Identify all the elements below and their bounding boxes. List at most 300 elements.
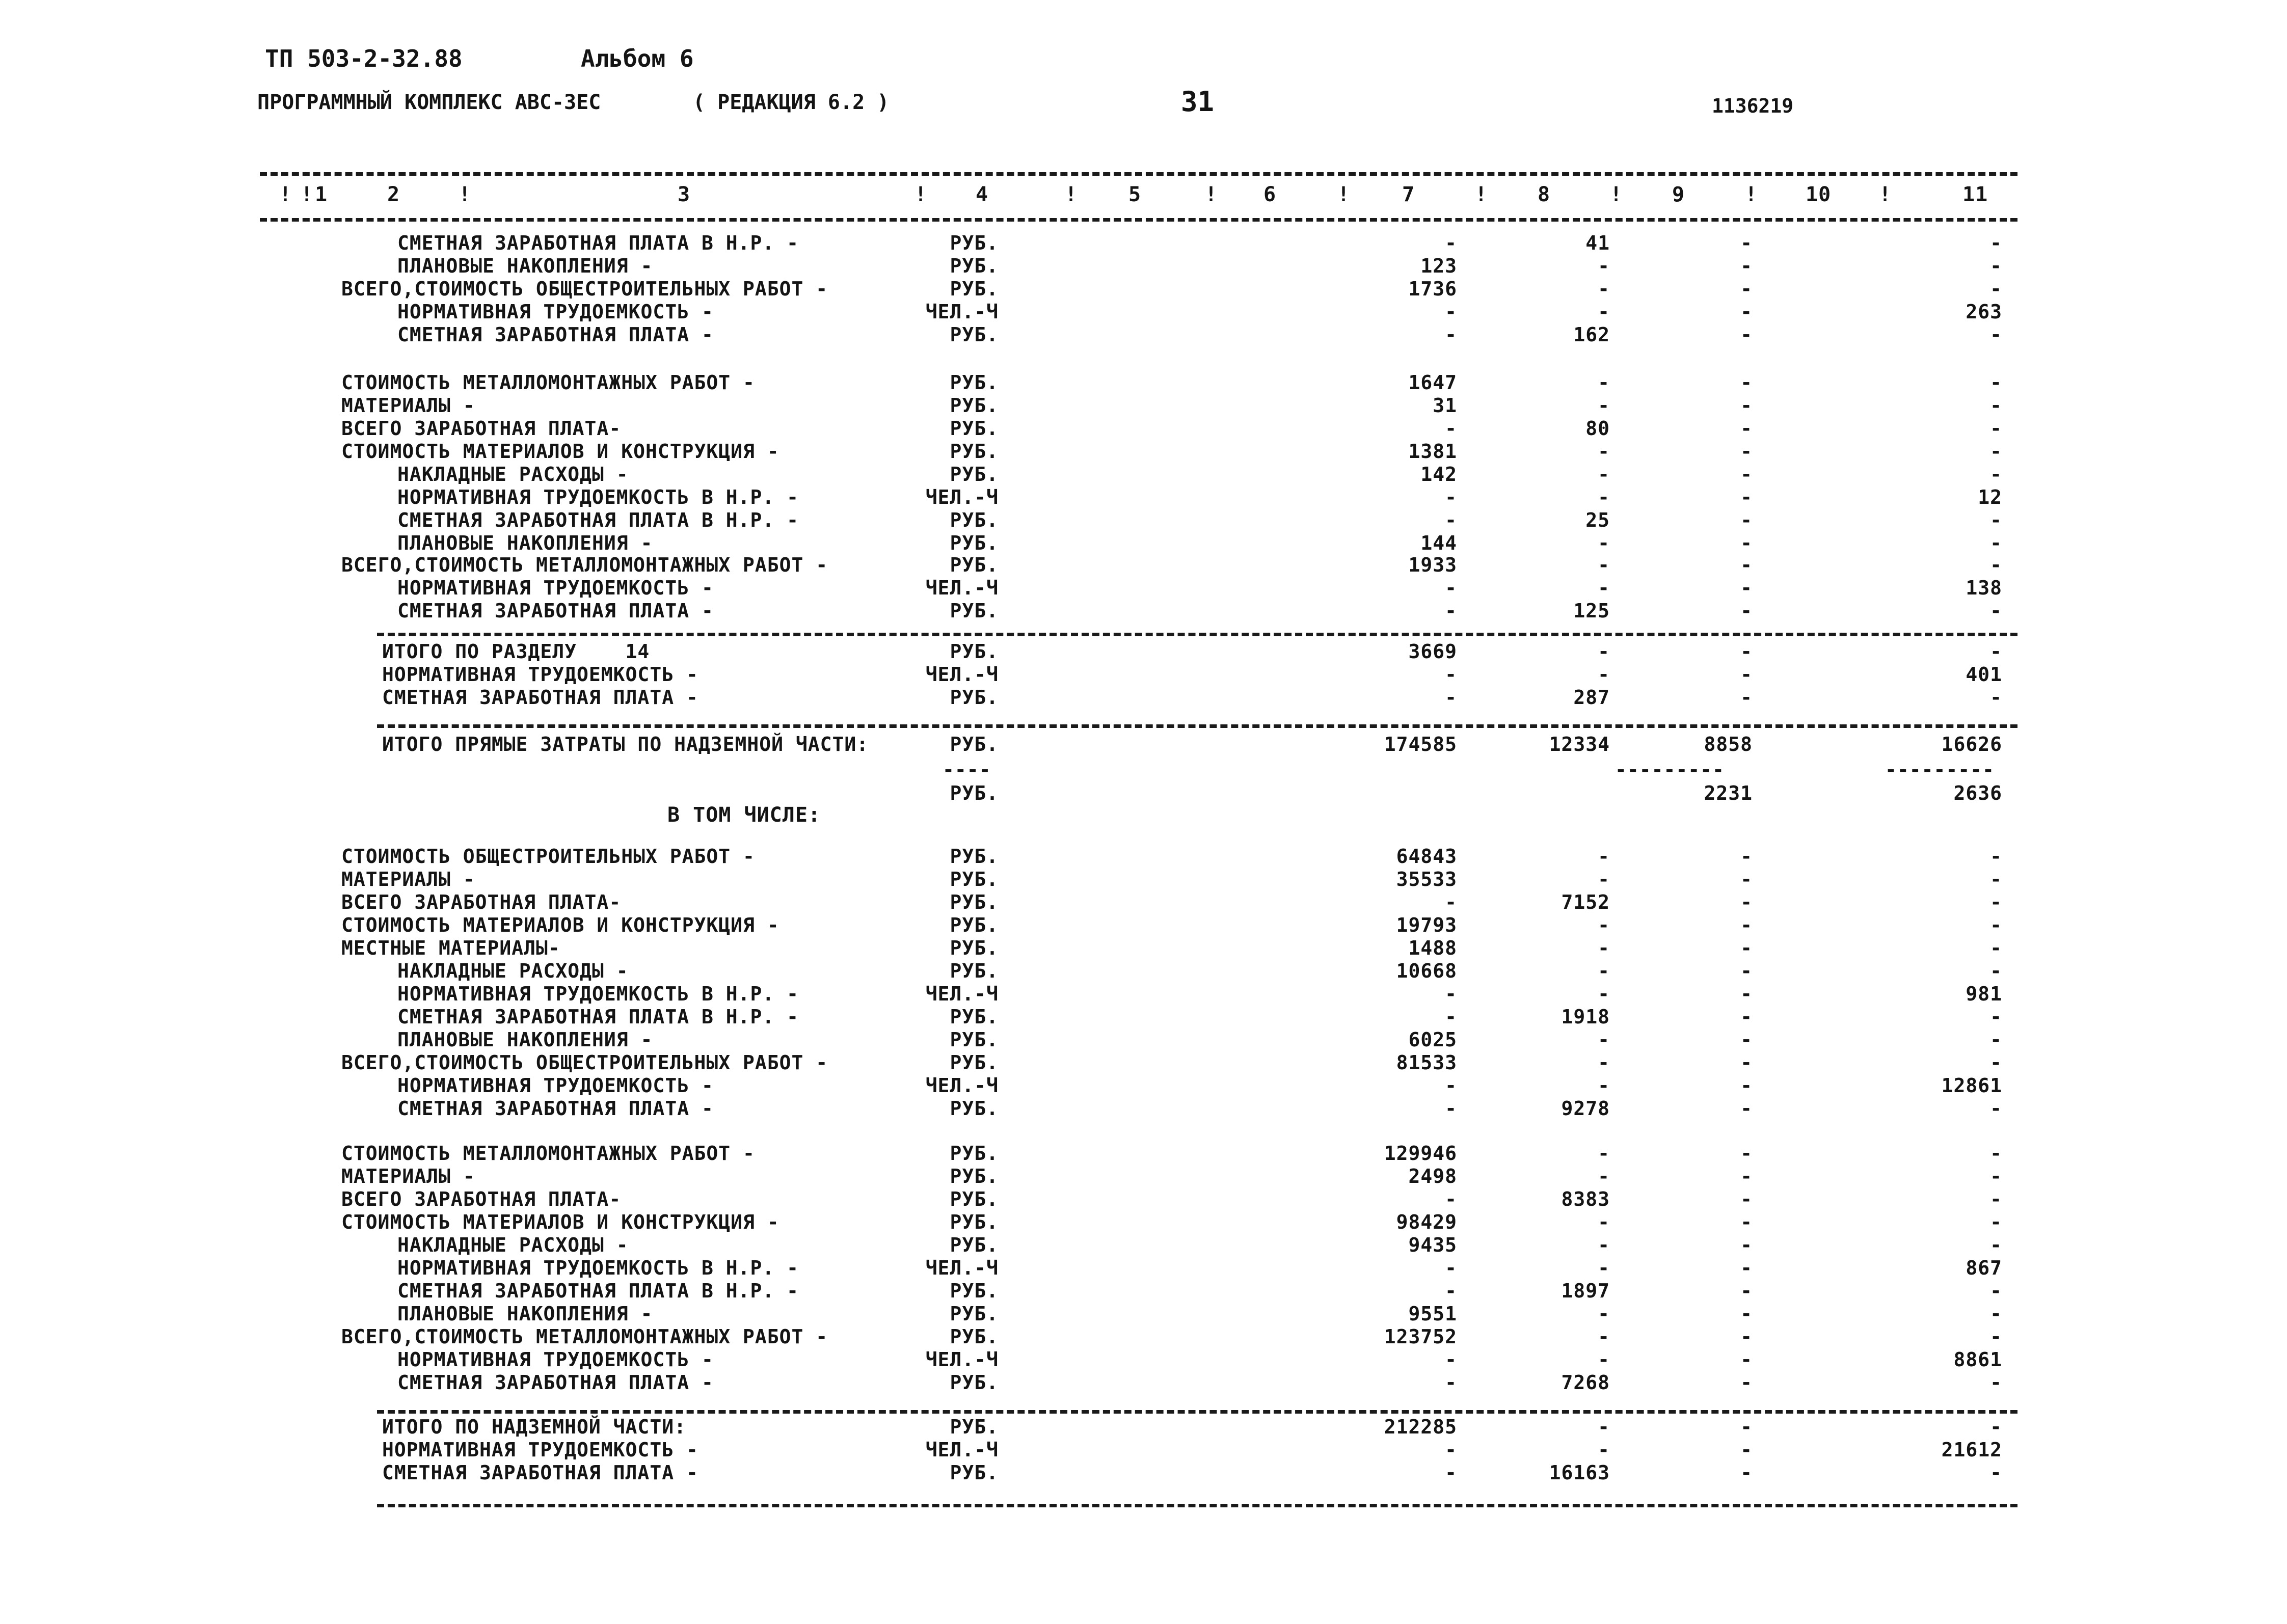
column-separator: ! xyxy=(1205,183,1218,206)
cell-col-9: - xyxy=(1740,1303,1753,1325)
cell-col-9: - xyxy=(1740,1280,1753,1302)
cell-col-7: - xyxy=(1445,1280,1457,1302)
row-unit: РУБ. xyxy=(950,1028,999,1051)
cell-col-11: - xyxy=(1990,509,2002,531)
cell-col-7: 129946 xyxy=(1384,1142,1457,1165)
row-unit: РУБ. xyxy=(950,463,999,485)
cell-col-9: - xyxy=(1740,1416,1753,1438)
cell-col-8: 80 xyxy=(1585,417,1610,440)
cell-col-9: - xyxy=(1740,1142,1753,1165)
cell-col-9: - xyxy=(1740,1371,1753,1394)
row-label: НОРМАТИВНАЯ ТРУДОЕМКОСТЬ В Н.Р. - xyxy=(397,1257,799,1279)
cell-col-11: - xyxy=(1990,1234,2002,1256)
row-unit: РУБ. xyxy=(950,417,999,440)
row-unit: РУБ. xyxy=(950,1188,999,1210)
cell-col-8: - xyxy=(1598,486,1610,508)
cell-col-11: - xyxy=(1990,686,2002,709)
column-number: 4 xyxy=(976,183,989,206)
cell-col-9: - xyxy=(1740,323,1753,346)
cell-col-7: 174585 xyxy=(1384,733,1457,755)
row-label: ИТОГО ПРЯМЫЕ ЗАТРАТЫ ПО НАДЗЕМНОЙ ЧАСТИ: xyxy=(382,733,869,755)
cell-col-11: - xyxy=(1990,417,2002,440)
cell-col-11: - xyxy=(1990,1211,2002,1233)
cell-col-9: - xyxy=(1740,914,1753,936)
column-separator: ! xyxy=(459,183,472,206)
row-label: СТОИМОСТЬ МЕТАЛЛОМОНТАЖНЫХ РАБОТ - xyxy=(341,371,755,394)
row-label: МЕСТНЫЕ МАТЕРИАЛЫ- xyxy=(341,937,560,959)
cell-col-8: - xyxy=(1598,1051,1610,1074)
cell-col-9: 2231 xyxy=(1704,782,1753,804)
row-label: СМЕТНАЯ ЗАРАБОТНАЯ ПЛАТА - xyxy=(397,600,714,622)
cell-col-9: - xyxy=(1740,1234,1753,1256)
cell-col-8: - xyxy=(1598,1074,1610,1097)
cell-col-8: - xyxy=(1598,914,1610,936)
cell-col-8: - xyxy=(1598,1028,1610,1051)
cell-col-9: - xyxy=(1740,868,1753,890)
cell-col-9: - xyxy=(1740,1074,1753,1097)
row-label: СМЕТНАЯ ЗАРАБОТНАЯ ПЛАТА В Н.Р. - xyxy=(397,1280,799,1302)
cell-col-7: 31 xyxy=(1433,394,1457,417)
row-unit: РУБ. xyxy=(950,1051,999,1074)
table-top-rule xyxy=(260,172,2017,176)
cell-col-11: - xyxy=(1990,1051,2002,1074)
cell-col-9: 8858 xyxy=(1704,733,1753,755)
cell-col-7: 98429 xyxy=(1396,1211,1457,1233)
cell-col-11: - xyxy=(1990,1280,2002,1302)
cell-col-8: - xyxy=(1598,301,1610,323)
cell-col-7: - xyxy=(1445,417,1457,440)
cell-col-8: 9278 xyxy=(1561,1097,1610,1120)
cell-col-7: - xyxy=(1445,1439,1457,1461)
cell-col-11: 867 xyxy=(1966,1257,2002,1279)
row-label: ИТОГО ПО НАДЗЕМНОЙ ЧАСТИ: xyxy=(382,1416,686,1438)
cell-col-9: - xyxy=(1740,1165,1753,1187)
row-unit: РУБ. xyxy=(950,509,999,531)
cell-col-8: - xyxy=(1598,663,1610,686)
cell-col-7: 81533 xyxy=(1396,1051,1457,1074)
row-label: НАКЛАДНЫЕ РАСХОДЫ - xyxy=(397,960,629,982)
cell-col-7: 10668 xyxy=(1396,960,1457,982)
row-label: ВСЕГО,СТОИМОСТЬ ОБЩЕСТРОИТЕЛЬНЫХ РАБОТ - xyxy=(341,278,828,300)
cell-col-7: - xyxy=(1445,577,1457,599)
cell-col-9: - xyxy=(1740,937,1753,959)
cell-col-8: - xyxy=(1598,1439,1610,1461)
cell-col-7: - xyxy=(1445,1006,1457,1028)
cell-col-11: - xyxy=(1990,1165,2002,1187)
row-label: НОРМАТИВНАЯ ТРУДОЕМКОСТЬ - xyxy=(397,577,714,599)
cell-col-11: 138 xyxy=(1966,577,2002,599)
row-unit: РУБ. xyxy=(950,845,999,868)
row-unit: РУБ. xyxy=(950,1416,999,1438)
cell-col-7: - xyxy=(1445,1257,1457,1279)
row-unit: РУБ. xyxy=(950,640,999,663)
cell-col-11: - xyxy=(1990,1006,2002,1028)
row-label: СМЕТНАЯ ЗАРАБОТНАЯ ПЛАТА - xyxy=(382,1461,698,1484)
cell-col-8: - xyxy=(1598,532,1610,554)
cell-col-11: - xyxy=(1990,394,2002,417)
row-unit: РУБ. xyxy=(950,371,999,394)
cell-col-11: - xyxy=(1990,1371,2002,1394)
cell-col-7: 6025 xyxy=(1408,1028,1457,1051)
column-separator: ! xyxy=(1745,183,1758,206)
row-label: НОРМАТИВНАЯ ТРУДОЕМКОСТЬ В Н.Р. - xyxy=(397,486,799,508)
row-unit: РУБ. xyxy=(950,1325,999,1348)
cell-col-7: 144 xyxy=(1420,532,1457,554)
column-number: 10 xyxy=(1806,183,1832,206)
cell-col-11: - xyxy=(1990,371,2002,394)
row-label: НАКЛАДНЫЕ РАСХОДЫ - xyxy=(397,463,629,485)
row-unit: РУБ. xyxy=(950,232,999,254)
cell-col-7: - xyxy=(1445,1348,1457,1371)
column-number: 1 xyxy=(315,183,328,206)
cell-col-7: 1488 xyxy=(1408,937,1457,959)
cell-col-7: - xyxy=(1445,1188,1457,1210)
column-number: 9 xyxy=(1672,183,1685,206)
column-number: 6 xyxy=(1263,183,1277,206)
cell-col-11: 12 xyxy=(1978,486,2002,508)
cell-col-7: - xyxy=(1445,983,1457,1005)
cell-col-11: - xyxy=(1990,891,2002,913)
page-number: 31 xyxy=(1181,86,1215,118)
cell-col-8: 41 xyxy=(1585,232,1610,254)
cell-col-11: - xyxy=(1990,1097,2002,1120)
cell-col-11: - xyxy=(1990,937,2002,959)
cell-col-8: - xyxy=(1598,983,1610,1005)
row-unit: РУБ. xyxy=(950,532,999,554)
cell-col-7: - xyxy=(1445,1461,1457,1484)
cell-col-7: - xyxy=(1445,509,1457,531)
cell-col-9: - xyxy=(1740,1257,1753,1279)
cell-col-8: 125 xyxy=(1573,600,1610,622)
row-unit: РУБ. xyxy=(950,440,999,463)
column-number: 7 xyxy=(1402,183,1415,206)
row-label: НОРМАТИВНАЯ ТРУДОЕМКОСТЬ - xyxy=(382,1439,698,1461)
cell-col-9: - xyxy=(1740,663,1753,686)
row-label: СТОИМОСТЬ МАТЕРИАЛОВ И КОНСТРУКЦИЯ - xyxy=(341,914,779,936)
cell-col-8: 1918 xyxy=(1561,1006,1610,1028)
cell-col-8: - xyxy=(1598,1165,1610,1187)
cell-col-11: - xyxy=(1990,532,2002,554)
cell-col-9: - xyxy=(1740,1348,1753,1371)
row-label: ВСЕГО,СТОИМОСТЬ МЕТАЛЛОМОНТАЖНЫХ РАБОТ - xyxy=(341,554,828,576)
cell-col-11: 16626 xyxy=(1941,733,2002,755)
cell-col-9: - xyxy=(1740,1188,1753,1210)
row-unit: ЧЕЛ.-Ч xyxy=(925,983,999,1005)
cell-col-8: - xyxy=(1598,440,1610,463)
cell-col-9: - xyxy=(1740,600,1753,622)
cell-col-11: - xyxy=(1990,440,2002,463)
row-label: НОРМАТИВНАЯ ТРУДОЕМКОСТЬ - xyxy=(397,1074,714,1097)
software-name: ПРОГРАММНЫЙ КОМПЛЕКС АВС-ЗЕС xyxy=(257,91,601,114)
row-label: СМЕТНАЯ ЗАРАБОТНАЯ ПЛАТА - xyxy=(397,1097,714,1120)
cell-col-9: - xyxy=(1740,845,1753,868)
row-unit: РУБ. xyxy=(950,1461,999,1484)
row-label: НАКЛАДНЫЕ РАСХОДЫ - xyxy=(397,1234,629,1256)
column-number: 3 xyxy=(678,183,691,206)
cell-col-8: - xyxy=(1598,1211,1610,1233)
cell-col-8: - xyxy=(1598,1416,1610,1438)
row-label: ВСЕГО,СТОИМОСТЬ МЕТАЛЛОМОНТАЖНЫХ РАБОТ - xyxy=(341,1325,828,1348)
cell-col-11: - xyxy=(1990,323,2002,346)
column-number: 2 xyxy=(387,183,400,206)
cell-col-8: 25 xyxy=(1585,509,1610,531)
cell-col-8: - xyxy=(1598,960,1610,982)
cell-col-11: - xyxy=(1990,232,2002,254)
row-label: СТОИМОСТЬ МАТЕРИАЛОВ И КОНСТРУКЦИЯ - xyxy=(341,1211,779,1233)
album-label: Альбом 6 xyxy=(581,45,694,72)
row-unit: РУБ. xyxy=(950,1006,999,1028)
cell-col-7: 9435 xyxy=(1408,1234,1457,1256)
cell-col-9: - xyxy=(1740,1461,1753,1484)
cell-col-9: - xyxy=(1740,232,1753,254)
subtotal-dashes: --------- xyxy=(1615,759,1725,781)
cell-col-11: 8861 xyxy=(1953,1348,2002,1371)
cell-col-9: - xyxy=(1740,1325,1753,1348)
cell-col-11: - xyxy=(1990,1461,2002,1484)
cell-col-11: - xyxy=(1990,868,2002,890)
subtotal-dashes: --------- xyxy=(1885,759,1995,781)
row-unit: ЧЕЛ.-Ч xyxy=(925,486,999,508)
cell-col-7: 123752 xyxy=(1384,1325,1457,1348)
cell-col-11: - xyxy=(1990,640,2002,663)
row-unit: РУБ. xyxy=(950,1280,999,1302)
row-label: ВСЕГО ЗАРАБОТНАЯ ПЛАТА- xyxy=(341,891,622,913)
cell-col-7: 123 xyxy=(1420,255,1457,277)
cell-col-7: - xyxy=(1445,1074,1457,1097)
cell-col-7: - xyxy=(1445,323,1457,346)
row-unit: ЧЕЛ.-Ч xyxy=(925,1439,999,1461)
row-unit: ЧЕЛ.-Ч xyxy=(925,577,999,599)
row-unit: РУБ. xyxy=(950,891,999,913)
cell-col-7: 1381 xyxy=(1408,440,1457,463)
cell-col-8: 7152 xyxy=(1561,891,1610,913)
column-number: 11 xyxy=(1962,183,1988,206)
column-separator: ! xyxy=(1610,183,1623,206)
cell-col-9: - xyxy=(1740,1028,1753,1051)
row-unit: РУБ. xyxy=(950,960,999,982)
cell-col-11: 2636 xyxy=(1953,782,2002,804)
cell-col-9: - xyxy=(1740,554,1753,576)
edition-label: ( РЕДАКЦИЯ 6.2 ) xyxy=(693,91,890,114)
row-unit: РУБ. xyxy=(950,323,999,346)
row-unit: РУБ. xyxy=(950,1371,999,1394)
cell-col-7: 1647 xyxy=(1408,371,1457,394)
cell-col-8: 287 xyxy=(1573,686,1610,709)
row-unit: РУБ. xyxy=(950,1211,999,1233)
cell-col-9: - xyxy=(1740,577,1753,599)
cell-col-11: - xyxy=(1990,600,2002,622)
cell-col-9: - xyxy=(1740,371,1753,394)
row-label: ПЛАНОВЫЕ НАКОПЛЕНИЯ - xyxy=(397,1303,653,1325)
cell-col-8: - xyxy=(1598,640,1610,663)
row-label: ПЛАНОВЫЕ НАКОПЛЕНИЯ - xyxy=(397,532,653,554)
cell-col-7: 1933 xyxy=(1408,554,1457,576)
row-label: СМЕТНАЯ ЗАРАБОТНАЯ ПЛАТА - xyxy=(397,323,714,346)
cell-col-7: - xyxy=(1445,891,1457,913)
row-unit: ЧЕЛ.-Ч xyxy=(925,1074,999,1097)
row-label: ПЛАНОВЫЕ НАКОПЛЕНИЯ - xyxy=(397,1028,653,1051)
cell-col-11: - xyxy=(1990,1142,2002,1165)
cell-col-9: - xyxy=(1740,1051,1753,1074)
column-separator: ! xyxy=(279,183,292,206)
row-label: МАТЕРИАЛЫ - xyxy=(341,868,475,890)
row-label: МАТЕРИАЛЫ - xyxy=(341,394,475,417)
row-unit: РУБ. xyxy=(950,1234,999,1256)
cell-col-11: - xyxy=(1990,845,2002,868)
cell-col-11: - xyxy=(1990,554,2002,576)
row-unit: РУБ. xyxy=(950,1097,999,1120)
row-unit: РУБ. xyxy=(950,868,999,890)
cell-col-9: - xyxy=(1740,686,1753,709)
cell-col-7: 142 xyxy=(1420,463,1457,485)
cell-col-7: - xyxy=(1445,686,1457,709)
row-unit: РУБ. xyxy=(950,255,999,277)
cell-col-9: - xyxy=(1740,301,1753,323)
cell-col-7: 64843 xyxy=(1396,845,1457,868)
cell-col-8: - xyxy=(1598,1303,1610,1325)
cell-col-11: - xyxy=(1990,255,2002,277)
cell-col-8: - xyxy=(1598,394,1610,417)
cell-col-11: - xyxy=(1990,960,2002,982)
row-label: СТОИМОСТЬ МЕТАЛЛОМОНТАЖНЫХ РАБОТ - xyxy=(341,1142,755,1165)
cell-col-8: - xyxy=(1598,1142,1610,1165)
row-unit: РУБ. xyxy=(950,914,999,936)
cell-col-7: 9551 xyxy=(1408,1303,1457,1325)
row-label: ПЛАНОВЫЕ НАКОПЛЕНИЯ - xyxy=(397,255,653,277)
cell-col-8: 1897 xyxy=(1561,1280,1610,1302)
row-label: СМЕТНАЯ ЗАРАБОТНАЯ ПЛАТА - xyxy=(397,1371,714,1394)
row-label: МАТЕРИАЛЫ - xyxy=(341,1165,475,1187)
row-label: НОРМАТИВНАЯ ТРУДОЕМКОСТЬ - xyxy=(382,663,698,686)
cell-col-9: - xyxy=(1740,278,1753,300)
cell-col-11: 401 xyxy=(1966,663,2002,686)
cell-col-9: - xyxy=(1740,1006,1753,1028)
doc-code: ТП 503-2-32.88 xyxy=(265,45,463,72)
cell-col-11: - xyxy=(1990,278,2002,300)
doc-id: 1136219 xyxy=(1712,95,1794,117)
cell-col-8: - xyxy=(1598,1257,1610,1279)
cell-col-7: - xyxy=(1445,486,1457,508)
cell-col-8: - xyxy=(1598,1234,1610,1256)
cell-col-8: - xyxy=(1598,278,1610,300)
cell-col-8: - xyxy=(1598,463,1610,485)
cell-col-11: 263 xyxy=(1966,301,2002,323)
column-header-rule xyxy=(260,218,2017,222)
cell-col-8: - xyxy=(1598,937,1610,959)
cell-col-8: - xyxy=(1598,868,1610,890)
cell-col-11: - xyxy=(1990,914,2002,936)
row-label: СТОИМОСТЬ ОБЩЕСТРОИТЕЛЬНЫХ РАБОТ - xyxy=(341,845,755,868)
cell-col-9: - xyxy=(1740,891,1753,913)
cell-col-11: - xyxy=(1990,1325,2002,1348)
row-label: ВСЕГО,СТОИМОСТЬ ОБЩЕСТРОИТЕЛЬНЫХ РАБОТ - xyxy=(341,1051,828,1074)
cell-col-9: - xyxy=(1740,983,1753,1005)
cell-col-7: - xyxy=(1445,600,1457,622)
row-unit: ЧЕЛ.-Ч xyxy=(925,1257,999,1279)
cell-col-7: - xyxy=(1445,663,1457,686)
row-unit: ЧЕЛ.-Ч xyxy=(925,663,999,686)
cell-col-8: 12334 xyxy=(1549,733,1610,755)
section-rule xyxy=(377,724,2017,728)
cell-col-7: - xyxy=(1445,1371,1457,1394)
row-label: СТОИМОСТЬ МАТЕРИАЛОВ И КОНСТРУКЦИЯ - xyxy=(341,440,779,463)
cell-col-9: - xyxy=(1740,1211,1753,1233)
cell-col-8: 16163 xyxy=(1549,1461,1610,1484)
column-separator: ! xyxy=(1337,183,1351,206)
row-label: СМЕТНАЯ ЗАРАБОТНАЯ ПЛАТА - xyxy=(382,686,698,709)
cell-col-8: - xyxy=(1598,1325,1610,1348)
row-label: НОРМАТИВНАЯ ТРУДОЕМКОСТЬ - xyxy=(397,301,714,323)
cell-col-9: - xyxy=(1740,960,1753,982)
cell-col-7: 1736 xyxy=(1408,278,1457,300)
row-label: ИТОГО ПО РАЗДЕЛУ 14 xyxy=(382,640,650,663)
cell-col-9: - xyxy=(1740,509,1753,531)
cell-col-11: - xyxy=(1990,1188,2002,1210)
row-unit: РУБ. xyxy=(950,1142,999,1165)
cell-col-8: 8383 xyxy=(1561,1188,1610,1210)
row-label: НОРМАТИВНАЯ ТРУДОЕМКОСТЬ - xyxy=(397,1348,714,1371)
column-separator: ! xyxy=(1879,183,1892,206)
cell-col-11: 21612 xyxy=(1941,1439,2002,1461)
cell-col-9: - xyxy=(1740,440,1753,463)
column-number: 5 xyxy=(1128,183,1142,206)
cell-col-7: 35533 xyxy=(1396,868,1457,890)
row-label: ВСЕГО ЗАРАБОТНАЯ ПЛАТА- xyxy=(341,417,622,440)
row-unit: РУБ. xyxy=(950,600,999,622)
cell-col-9: - xyxy=(1740,255,1753,277)
row-unit: ЧЕЛ.-Ч xyxy=(925,301,999,323)
cell-col-8: 162 xyxy=(1573,323,1610,346)
cell-col-9: - xyxy=(1740,394,1753,417)
cell-col-9: - xyxy=(1740,1439,1753,1461)
row-unit: РУБ. xyxy=(950,782,999,804)
row-label: ВСЕГО ЗАРАБОТНАЯ ПЛАТА- xyxy=(341,1188,622,1210)
row-unit: РУБ. xyxy=(950,394,999,417)
cell-col-9: - xyxy=(1740,640,1753,663)
cell-col-7: - xyxy=(1445,1097,1457,1120)
cell-col-7: 19793 xyxy=(1396,914,1457,936)
cell-col-8: 7268 xyxy=(1561,1371,1610,1394)
row-label: СМЕТНАЯ ЗАРАБОТНАЯ ПЛАТА В Н.Р. - xyxy=(397,509,799,531)
cell-col-9: - xyxy=(1740,463,1753,485)
cell-col-8: - xyxy=(1598,845,1610,868)
column-separator: ! xyxy=(914,183,928,206)
cell-col-9: - xyxy=(1740,417,1753,440)
cell-col-11: - xyxy=(1990,463,2002,485)
row-unit: РУБ. xyxy=(950,686,999,709)
cell-col-7: 2498 xyxy=(1408,1165,1457,1187)
row-unit: ЧЕЛ.-Ч xyxy=(925,1348,999,1371)
table-bottom-rule xyxy=(377,1504,2017,1507)
row-unit: РУБ. xyxy=(950,554,999,576)
row-unit: РУБ. xyxy=(950,1303,999,1325)
row-unit: РУБ. xyxy=(950,937,999,959)
row-unit: РУБ. xyxy=(950,733,999,755)
column-separator: ! xyxy=(1475,183,1488,206)
column-separator: ! xyxy=(1065,183,1078,206)
cell-col-11: 981 xyxy=(1966,983,2002,1005)
cell-col-11: - xyxy=(1990,1416,2002,1438)
cell-col-9: - xyxy=(1740,1097,1753,1120)
cell-col-8: - xyxy=(1598,255,1610,277)
cell-col-7: - xyxy=(1445,301,1457,323)
cell-col-11: 12861 xyxy=(1941,1074,2002,1097)
cell-col-9: - xyxy=(1740,532,1753,554)
row-label: СМЕТНАЯ ЗАРАБОТНАЯ ПЛАТА В Н.Р. - xyxy=(397,232,799,254)
row-unit: РУБ. xyxy=(950,278,999,300)
cell-col-7: - xyxy=(1445,232,1457,254)
row-label: НОРМАТИВНАЯ ТРУДОЕМКОСТЬ В Н.Р. - xyxy=(397,983,799,1005)
